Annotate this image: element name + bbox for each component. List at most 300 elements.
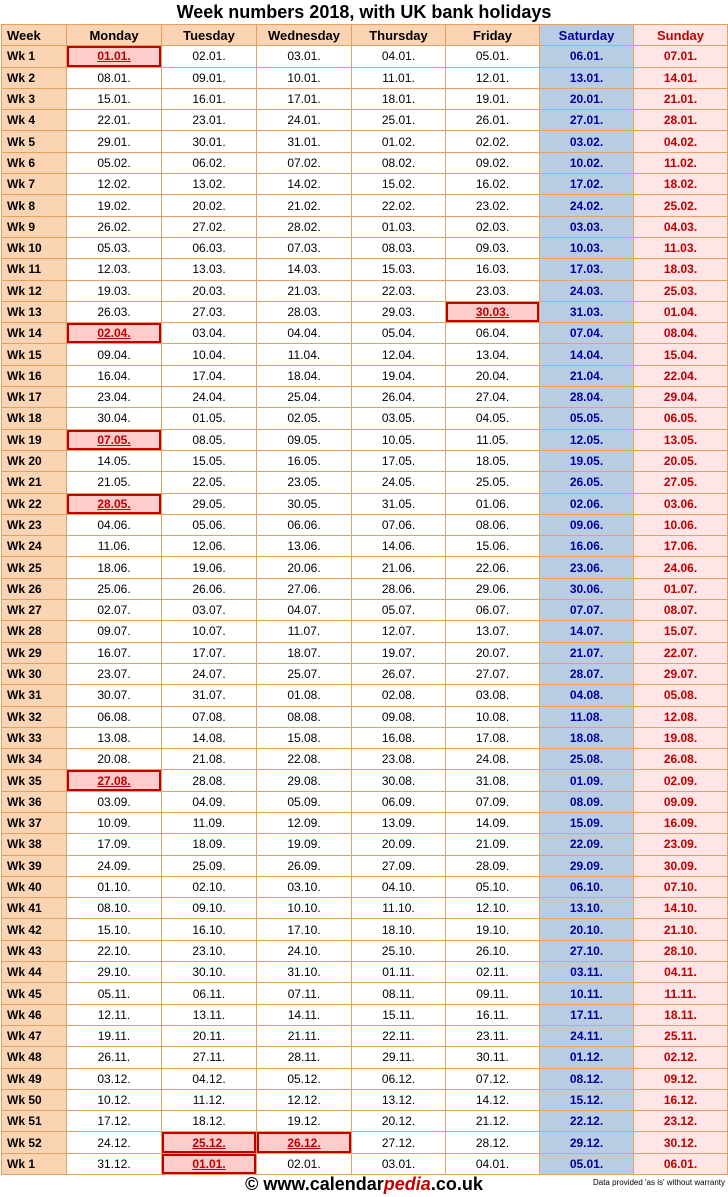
date-cell-saturday: 15.12. (540, 1089, 634, 1110)
date-cell-thursday: 26.07. (352, 663, 446, 684)
date-cell-wednesday: 12.12. (257, 1089, 352, 1110)
date-cell-tuesday: 27.02. (162, 216, 257, 237)
date-cell-wednesday: 21.03. (257, 280, 352, 301)
date-cell-sunday: 22.07. (634, 642, 728, 663)
date-cell-saturday: 28.07. (540, 663, 634, 684)
date-cell-friday: 04.05. (446, 408, 540, 429)
date-cell-tuesday: 21.08. (162, 749, 257, 770)
table-row (2, 749, 728, 770)
page-title: Week numbers 2018, with UK bank holidays (176, 2, 552, 22)
table-row (2, 962, 728, 983)
table-row (2, 195, 728, 216)
table-row (2, 1068, 728, 1089)
date-cell-tuesday: 04.09. (162, 791, 257, 812)
table-row (2, 280, 728, 301)
date-cell-tuesday: 27.03. (162, 301, 257, 322)
date-cell-friday: 22.06. (446, 557, 540, 578)
date-cell-tuesday: 24.07. (162, 663, 257, 684)
date-cell-thursday: 27.09. (352, 855, 446, 876)
week-number-cell: Wk 12 (2, 280, 67, 301)
date-cell-thursday: 13.09. (352, 812, 446, 833)
header-saturday: Saturday (540, 25, 634, 46)
date-cell-tuesday: 06.02. (162, 152, 257, 173)
date-cell-tuesday: 13.03. (162, 259, 257, 280)
date-cell-wednesday: 10.01. (257, 67, 352, 88)
week-number-cell: Wk 1 (2, 46, 67, 67)
date-cell-tuesday: 29.05. (162, 493, 257, 514)
date-cell-sunday: 26.08. (634, 749, 728, 770)
date-cell-sunday: 14.10. (634, 898, 728, 919)
date-cell-sunday: 13.05. (634, 429, 728, 450)
date-cell-wednesday: 03.10. (257, 876, 352, 897)
date-cell-monday: 31.12. (67, 1153, 162, 1174)
date-cell-sunday: 16.12. (634, 1089, 728, 1110)
site-prefix: © www.calendar (245, 1174, 384, 1194)
footer (0, 1172, 728, 1197)
header-friday: Friday (446, 25, 540, 46)
date-cell-tuesday: 17.07. (162, 642, 257, 663)
week-number-cell: Wk 32 (2, 706, 67, 727)
week-number-cell: Wk 7 (2, 174, 67, 195)
date-cell-monday: 10.12. (67, 1089, 162, 1110)
week-number-cell: Wk 2 (2, 67, 67, 88)
date-cell-monday: 18.06. (67, 557, 162, 578)
bank-holiday-cell-tuesday: 01.01. (162, 1153, 257, 1174)
date-cell-wednesday: 07.03. (257, 237, 352, 258)
table-row (2, 344, 728, 365)
date-cell-sunday: 06.05. (634, 408, 728, 429)
date-cell-monday: 26.02. (67, 216, 162, 237)
date-cell-thursday: 15.02. (352, 174, 446, 195)
week-number-cell: Wk 8 (2, 195, 67, 216)
date-cell-tuesday: 02.01. (162, 46, 257, 67)
table-row (2, 1132, 728, 1153)
date-cell-friday: 01.06. (446, 493, 540, 514)
date-cell-wednesday: 15.08. (257, 727, 352, 748)
date-cell-tuesday: 06.11. (162, 983, 257, 1004)
date-cell-friday: 16.03. (446, 259, 540, 280)
date-cell-monday: 08.01. (67, 67, 162, 88)
table-row (2, 110, 728, 131)
date-cell-friday: 19.01. (446, 88, 540, 109)
date-cell-thursday: 05.04. (352, 323, 446, 344)
bank-holiday-cell-monday: 27.08. (67, 770, 162, 791)
date-cell-friday: 30.11. (446, 1047, 540, 1068)
week-number-cell: Wk 4 (2, 110, 67, 131)
date-cell-tuesday: 18.12. (162, 1111, 257, 1132)
date-cell-sunday: 25.03. (634, 280, 728, 301)
header-thursday: Thursday (352, 25, 446, 46)
week-number-cell: Wk 22 (2, 493, 67, 514)
date-cell-thursday: 08.11. (352, 983, 446, 1004)
table-row (2, 365, 728, 386)
week-number-cell: Wk 3 (2, 88, 67, 109)
date-cell-friday: 20.04. (446, 365, 540, 386)
date-cell-friday: 06.04. (446, 323, 540, 344)
date-cell-sunday: 03.06. (634, 493, 728, 514)
calendar-body (2, 46, 728, 1175)
date-cell-monday: 03.09. (67, 791, 162, 812)
date-cell-friday: 23.03. (446, 280, 540, 301)
table-row (2, 514, 728, 535)
date-cell-monday: 14.05. (67, 450, 162, 471)
date-cell-thursday: 07.06. (352, 514, 446, 535)
date-cell-saturday: 20.10. (540, 919, 634, 940)
date-cell-tuesday: 11.09. (162, 812, 257, 833)
week-number-cell: Wk 18 (2, 408, 67, 429)
date-cell-thursday: 15.11. (352, 1004, 446, 1025)
table-row (2, 919, 728, 940)
date-cell-saturday: 27.01. (540, 110, 634, 131)
week-number-cell: Wk 16 (2, 365, 67, 386)
table-row (2, 323, 728, 344)
date-cell-sunday: 01.07. (634, 578, 728, 599)
date-cell-sunday: 06.01. (634, 1153, 728, 1174)
date-cell-wednesday: 31.01. (257, 131, 352, 152)
date-cell-tuesday: 23.10. (162, 940, 257, 961)
date-cell-monday: 12.02. (67, 174, 162, 195)
date-cell-friday: 03.08. (446, 685, 540, 706)
date-cell-tuesday: 13.02. (162, 174, 257, 195)
date-cell-thursday: 14.06. (352, 536, 446, 557)
date-cell-monday: 16.04. (67, 365, 162, 386)
date-cell-friday: 21.09. (446, 834, 540, 855)
bank-holiday-cell-monday: 02.04. (67, 323, 162, 344)
date-cell-saturday: 25.08. (540, 749, 634, 770)
date-cell-monday: 19.03. (67, 280, 162, 301)
date-cell-wednesday: 03.01. (257, 46, 352, 67)
table-row (2, 1111, 728, 1132)
date-cell-sunday: 23.12. (634, 1111, 728, 1132)
date-cell-monday: 10.09. (67, 812, 162, 833)
week-number-cell: Wk 49 (2, 1068, 67, 1089)
table-row (2, 642, 728, 663)
date-cell-wednesday: 14.02. (257, 174, 352, 195)
date-cell-friday: 06.07. (446, 600, 540, 621)
table-row (2, 216, 728, 237)
date-cell-friday: 28.09. (446, 855, 540, 876)
date-cell-thursday: 17.05. (352, 450, 446, 471)
date-cell-friday: 25.05. (446, 472, 540, 493)
date-cell-friday: 08.06. (446, 514, 540, 535)
week-number-cell: Wk 23 (2, 514, 67, 535)
date-cell-saturday: 06.01. (540, 46, 634, 67)
table-row (2, 1089, 728, 1110)
date-cell-saturday: 18.08. (540, 727, 634, 748)
date-cell-thursday: 15.03. (352, 259, 446, 280)
date-cell-saturday: 02.06. (540, 493, 634, 514)
header-sunday: Sunday (634, 25, 728, 46)
date-cell-sunday: 18.02. (634, 174, 728, 195)
week-number-cell: Wk 11 (2, 259, 67, 280)
table-row (2, 67, 728, 88)
date-cell-sunday: 17.06. (634, 536, 728, 557)
date-cell-sunday: 15.04. (634, 344, 728, 365)
date-cell-thursday: 26.04. (352, 387, 446, 408)
date-cell-sunday: 11.11. (634, 983, 728, 1004)
table-row (2, 855, 728, 876)
date-cell-tuesday: 30.01. (162, 131, 257, 152)
date-cell-saturday: 24.02. (540, 195, 634, 216)
date-cell-friday: 31.08. (446, 770, 540, 791)
header-row (2, 25, 728, 46)
table-row (2, 450, 728, 471)
date-cell-sunday: 19.08. (634, 727, 728, 748)
date-cell-tuesday: 13.11. (162, 1004, 257, 1025)
week-number-cell: Wk 19 (2, 429, 67, 450)
date-cell-wednesday: 27.06. (257, 578, 352, 599)
date-cell-thursday: 11.10. (352, 898, 446, 919)
date-cell-friday: 12.10. (446, 898, 540, 919)
date-cell-saturday: 31.03. (540, 301, 634, 322)
date-cell-wednesday: 29.08. (257, 770, 352, 791)
date-cell-friday: 27.07. (446, 663, 540, 684)
date-cell-monday: 20.08. (67, 749, 162, 770)
date-cell-sunday: 21.01. (634, 88, 728, 109)
date-cell-monday: 08.10. (67, 898, 162, 919)
week-number-cell: Wk 47 (2, 1025, 67, 1046)
table-row (2, 983, 728, 1004)
header-monday: Monday (67, 25, 162, 46)
week-number-cell: Wk 37 (2, 812, 67, 833)
bank-holiday-cell-monday: 07.05. (67, 429, 162, 450)
date-cell-thursday: 05.07. (352, 600, 446, 621)
date-cell-sunday: 11.02. (634, 152, 728, 173)
date-cell-friday: 23.02. (446, 195, 540, 216)
date-cell-tuesday: 18.09. (162, 834, 257, 855)
date-cell-wednesday: 04.07. (257, 600, 352, 621)
week-number-cell: Wk 43 (2, 940, 67, 961)
date-cell-wednesday: 17.10. (257, 919, 352, 940)
date-cell-sunday: 14.01. (634, 67, 728, 88)
date-cell-wednesday: 11.04. (257, 344, 352, 365)
date-cell-thursday: 22.11. (352, 1025, 446, 1046)
date-cell-friday: 18.05. (446, 450, 540, 471)
week-number-cell: Wk 28 (2, 621, 67, 642)
date-cell-wednesday: 05.12. (257, 1068, 352, 1089)
date-cell-sunday: 18.03. (634, 259, 728, 280)
date-cell-monday: 12.03. (67, 259, 162, 280)
date-cell-friday: 26.01. (446, 110, 540, 131)
date-cell-monday: 13.08. (67, 727, 162, 748)
date-cell-saturday: 05.05. (540, 408, 634, 429)
date-cell-thursday: 06.09. (352, 791, 446, 812)
date-cell-tuesday: 31.07. (162, 685, 257, 706)
date-cell-monday: 12.11. (67, 1004, 162, 1025)
date-cell-wednesday: 31.10. (257, 962, 352, 983)
date-cell-saturday: 23.06. (540, 557, 634, 578)
date-cell-wednesday: 23.05. (257, 472, 352, 493)
date-cell-thursday: 04.10. (352, 876, 446, 897)
date-cell-tuesday: 24.04. (162, 387, 257, 408)
date-cell-saturday: 15.09. (540, 812, 634, 833)
date-cell-monday: 15.10. (67, 919, 162, 940)
date-cell-sunday: 18.11. (634, 1004, 728, 1025)
date-cell-friday: 02.02. (446, 131, 540, 152)
date-cell-saturday: 03.11. (540, 962, 634, 983)
date-cell-sunday: 04.03. (634, 216, 728, 237)
date-cell-monday: 09.04. (67, 344, 162, 365)
date-cell-friday: 19.10. (446, 919, 540, 940)
date-cell-sunday: 23.09. (634, 834, 728, 855)
date-cell-wednesday: 16.05. (257, 450, 352, 471)
date-cell-monday: 09.07. (67, 621, 162, 642)
date-cell-monday: 03.12. (67, 1068, 162, 1089)
date-cell-tuesday: 10.04. (162, 344, 257, 365)
date-cell-saturday: 10.11. (540, 983, 634, 1004)
date-cell-saturday: 11.08. (540, 706, 634, 727)
date-cell-saturday: 10.02. (540, 152, 634, 173)
date-cell-wednesday: 09.05. (257, 429, 352, 450)
date-cell-wednesday: 08.08. (257, 706, 352, 727)
date-cell-thursday: 25.01. (352, 110, 446, 131)
date-cell-thursday: 10.05. (352, 429, 446, 450)
date-cell-friday: 12.01. (446, 67, 540, 88)
table-row (2, 685, 728, 706)
date-cell-wednesday: 11.07. (257, 621, 352, 642)
table-row (2, 1025, 728, 1046)
date-cell-wednesday: 13.06. (257, 536, 352, 557)
date-cell-saturday: 14.04. (540, 344, 634, 365)
table-row (2, 301, 728, 322)
date-cell-wednesday: 25.04. (257, 387, 352, 408)
week-number-cell: Wk 5 (2, 131, 67, 152)
week-number-cell: Wk 10 (2, 237, 67, 258)
table-row (2, 536, 728, 557)
date-cell-sunday: 07.10. (634, 876, 728, 897)
date-cell-tuesday: 05.06. (162, 514, 257, 535)
date-cell-sunday: 30.09. (634, 855, 728, 876)
date-cell-friday: 29.06. (446, 578, 540, 599)
bank-holiday-cell-monday: 28.05. (67, 493, 162, 514)
date-cell-saturday: 13.10. (540, 898, 634, 919)
date-cell-thursday: 23.08. (352, 749, 446, 770)
header-week: Week (2, 25, 67, 46)
date-cell-sunday: 29.07. (634, 663, 728, 684)
date-cell-monday: 06.08. (67, 706, 162, 727)
date-cell-friday: 17.08. (446, 727, 540, 748)
date-cell-saturday: 01.09. (540, 770, 634, 791)
date-cell-tuesday: 16.01. (162, 88, 257, 109)
date-cell-monday: 05.03. (67, 237, 162, 258)
date-cell-wednesday: 19.12. (257, 1111, 352, 1132)
date-cell-sunday: 09.09. (634, 791, 728, 812)
date-cell-sunday: 25.11. (634, 1025, 728, 1046)
date-cell-monday: 29.10. (67, 962, 162, 983)
date-cell-wednesday: 24.10. (257, 940, 352, 961)
date-cell-friday: 26.10. (446, 940, 540, 961)
date-cell-wednesday: 14.03. (257, 259, 352, 280)
date-cell-tuesday: 14.08. (162, 727, 257, 748)
table-row (2, 88, 728, 109)
date-cell-saturday: 16.06. (540, 536, 634, 557)
week-number-cell: Wk 14 (2, 323, 67, 344)
date-cell-wednesday: 14.11. (257, 1004, 352, 1025)
date-cell-tuesday: 08.05. (162, 429, 257, 450)
week-number-cell: Wk 50 (2, 1089, 67, 1110)
date-cell-wednesday: 04.04. (257, 323, 352, 344)
header-tuesday: Tuesday (162, 25, 257, 46)
week-number-cell: Wk 15 (2, 344, 67, 365)
date-cell-saturday: 17.02. (540, 174, 634, 195)
date-cell-thursday: 12.07. (352, 621, 446, 642)
date-cell-sunday: 11.03. (634, 237, 728, 258)
week-number-cell: Wk 52 (2, 1132, 67, 1153)
date-cell-wednesday: 22.08. (257, 749, 352, 770)
date-cell-thursday: 09.08. (352, 706, 446, 727)
date-cell-friday: 14.12. (446, 1089, 540, 1110)
table-row (2, 1004, 728, 1025)
date-cell-saturday: 07.07. (540, 600, 634, 621)
week-number-cell: Wk 9 (2, 216, 67, 237)
date-cell-sunday: 27.05. (634, 472, 728, 493)
date-cell-saturday: 04.08. (540, 685, 634, 706)
date-cell-thursday: 13.12. (352, 1089, 446, 1110)
date-cell-wednesday: 18.07. (257, 642, 352, 663)
date-cell-tuesday: 03.07. (162, 600, 257, 621)
week-number-cell: Wk 27 (2, 600, 67, 621)
date-cell-tuesday: 20.11. (162, 1025, 257, 1046)
date-cell-friday: 10.08. (446, 706, 540, 727)
date-cell-monday: 02.07. (67, 600, 162, 621)
date-cell-friday: 07.12. (446, 1068, 540, 1089)
date-cell-saturday: 21.07. (540, 642, 634, 663)
date-cell-wednesday: 06.06. (257, 514, 352, 535)
date-cell-wednesday: 07.02. (257, 152, 352, 173)
date-cell-tuesday: 16.10. (162, 919, 257, 940)
table-row (2, 174, 728, 195)
date-cell-thursday: 29.11. (352, 1047, 446, 1068)
table-row (2, 940, 728, 961)
week-number-calendar-table (1, 24, 728, 1175)
table-row (2, 791, 728, 812)
date-cell-saturday: 21.04. (540, 365, 634, 386)
date-cell-thursday: 19.07. (352, 642, 446, 663)
week-number-cell: Wk 39 (2, 855, 67, 876)
date-cell-saturday: 06.10. (540, 876, 634, 897)
date-cell-wednesday: 01.08. (257, 685, 352, 706)
date-cell-tuesday: 15.05. (162, 450, 257, 471)
date-cell-thursday: 04.01. (352, 46, 446, 67)
date-cell-tuesday: 27.11. (162, 1047, 257, 1068)
date-cell-saturday: 24.03. (540, 280, 634, 301)
date-cell-monday: 17.12. (67, 1111, 162, 1132)
date-cell-wednesday: 02.05. (257, 408, 352, 429)
date-cell-wednesday: 25.07. (257, 663, 352, 684)
week-number-cell: Wk 41 (2, 898, 67, 919)
date-cell-thursday: 29.03. (352, 301, 446, 322)
date-cell-saturday: 29.09. (540, 855, 634, 876)
table-row (2, 770, 728, 791)
date-cell-saturday: 13.01. (540, 67, 634, 88)
date-cell-tuesday: 09.10. (162, 898, 257, 919)
date-cell-saturday: 19.05. (540, 450, 634, 471)
table-row (2, 46, 728, 67)
header-wednesday: Wednesday (257, 25, 352, 46)
date-cell-friday: 07.09. (446, 791, 540, 812)
table-row (2, 663, 728, 684)
site-brand: pedia (383, 1174, 431, 1194)
date-cell-tuesday: 28.08. (162, 770, 257, 791)
week-number-cell: Wk 25 (2, 557, 67, 578)
date-cell-sunday: 21.10. (634, 919, 728, 940)
date-cell-sunday: 07.01. (634, 46, 728, 67)
date-cell-thursday: 31.05. (352, 493, 446, 514)
date-cell-saturday: 08.12. (540, 1068, 634, 1089)
date-cell-monday: 17.09. (67, 834, 162, 855)
date-cell-wednesday: 20.06. (257, 557, 352, 578)
date-cell-thursday: 03.05. (352, 408, 446, 429)
